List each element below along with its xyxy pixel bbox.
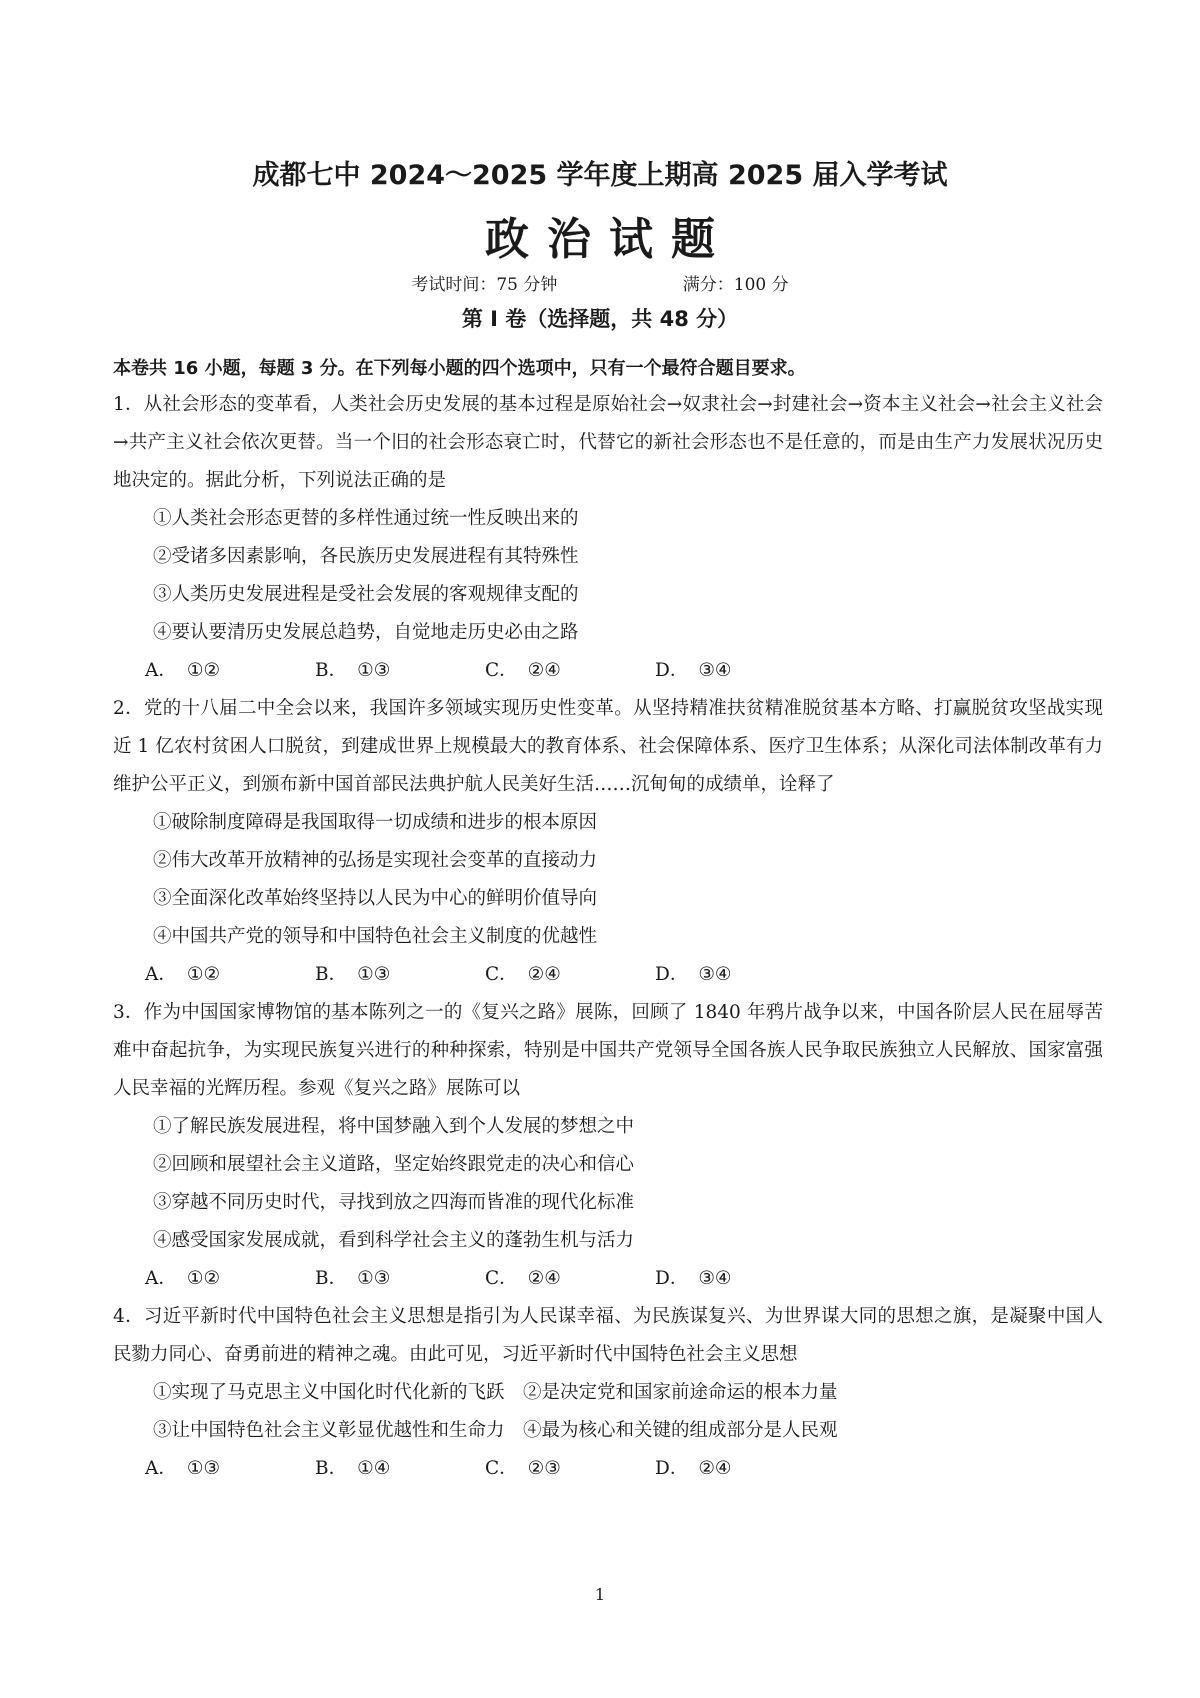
choice-letter: B． [315, 964, 348, 985]
choice-b [315, 1260, 485, 1298]
choice-c [485, 652, 655, 690]
statement-2: ②伟大改革开放精神的弘扬是实现社会变革的直接动力 [153, 850, 598, 871]
choice-text: ③④ [698, 1268, 732, 1289]
choice-text: ①④ [357, 1458, 391, 1479]
choice-d [655, 956, 825, 994]
answer-choices [113, 652, 1103, 690]
choice-c [485, 1450, 655, 1488]
choice-c [485, 1260, 655, 1298]
choice-a [145, 1450, 315, 1488]
choice-a [145, 956, 315, 994]
choice-text: ①③ [186, 1458, 221, 1479]
choice-a [145, 1260, 315, 1298]
question-stem: 2．党的十八届二中全会以来，我国许多领域实现历史性变革。从坚持精准扶贫精准脱贫基本方略、打赢脱贫攻坚战实现近 1 亿农村贫困人口脱贫，到建成世界上规模最大的教育体系、社会保障体系、医疗卫生体系；从深化司法体制改革有力维护公平正义，到颁布新中国首部民法典护航人民美好生活……沉甸甸的成绩单，诠释了 [113, 698, 1103, 795]
exam-header [0, 158, 1200, 336]
answer-choices [113, 1260, 1103, 1298]
choice-text: ③④ [698, 964, 732, 985]
choice-letter: B． [315, 660, 348, 681]
section-title: 第 I 卷（选择题，共 48 分） [461, 307, 739, 331]
statement-3: ③人类历史发展进程是受社会发展的客观规律支配的 [153, 584, 579, 605]
question-stem: 3．作为中国国家博物馆的基本陈列之一的《复兴之路》展陈，回顾了 1840 年鸦片战争以来，中国各阶层人民在屈辱苦难中奋起抗争，为实现民族复兴进行的种种探索，特别是中国共产党领导全国各族人民争取民族独立人民解放、国家富强人民幸福的光辉历程。参观《复兴之路》展陈可以 [113, 1002, 1103, 1099]
exam-title: 成都七中 2024～2025 学年度上期高 2025 届入学考试 [252, 160, 948, 191]
subject-title: 政治试题 [485, 214, 733, 265]
choice-text: ②③ [527, 1458, 561, 1479]
statement-4: ④感受国家发展成就，看到科学社会主义的蓬勃生机与活力 [153, 1230, 635, 1251]
choice-letter: B． [315, 1458, 348, 1479]
choice-b [315, 956, 485, 994]
choice-letter: A． [145, 964, 177, 985]
statement-list [113, 500, 1103, 652]
choice-d [655, 1450, 825, 1488]
choice-text: ①③ [357, 1268, 391, 1289]
page-number: 1 [594, 1585, 606, 1604]
choice-letter: A． [145, 660, 177, 681]
choice-text: ①③ [357, 964, 391, 985]
choice-letter: D． [655, 660, 689, 681]
question-4 [113, 1298, 1103, 1488]
statement-3-4: ③让中国特色社会主义彰显优越性和生命力 ④最为核心和关键的组成部分是人民观 [153, 1420, 838, 1441]
statement-4: ④要认要清历史发展总趋势，自觉地走历史必由之路 [153, 622, 579, 643]
statement-2: ②回顾和展望社会主义道路，坚定始终跟党走的决心和信心 [153, 1154, 635, 1175]
choice-letter: C． [485, 1458, 518, 1479]
statement-list [113, 1108, 1103, 1260]
choice-d [655, 652, 825, 690]
choice-text: ②④ [527, 660, 561, 681]
choice-b [315, 652, 485, 690]
choice-text: ①② [186, 1268, 221, 1289]
statement-2: ②受诸多因素影响，各民族历史发展进程有其特殊性 [153, 546, 579, 567]
question-area [113, 354, 1103, 1488]
statement-list [113, 804, 1103, 956]
choice-letter: B． [315, 1268, 348, 1289]
statement-1: ①人类社会形态更替的多样性通过统一性反映出来的 [153, 508, 579, 529]
choice-letter: D． [655, 964, 689, 985]
choice-letter: C． [485, 964, 518, 985]
question-2 [113, 690, 1103, 994]
question-1 [113, 386, 1103, 690]
exam-meta [0, 272, 1200, 298]
choice-a [145, 652, 315, 690]
choice-text: ②④ [527, 1268, 561, 1289]
choice-d [655, 1260, 825, 1298]
statement-list [113, 1374, 1103, 1450]
question-3 [113, 994, 1103, 1298]
statement-1: ①了解民族发展进程，将中国梦融入到个人发展的梦想之中 [153, 1116, 635, 1137]
choice-text: ①③ [357, 660, 391, 681]
answer-choices [113, 956, 1103, 994]
statement-1-2: ①实现了马克思主义中国化时代化新的飞跃 ②是决定党和国家前途命运的根本力量 [153, 1382, 838, 1403]
statement-3: ③穿越不同历史时代，寻找到放之四海而皆准的现代化标准 [153, 1192, 635, 1213]
statement-4: ④中国共产党的领导和中国特色社会主义制度的优越性 [153, 926, 598, 947]
section-instructions: 本卷共 16 小题，每题 3 分。在下列每小题的四个选项中，只有一个最符合题目要求。 [113, 358, 806, 379]
choice-c [485, 956, 655, 994]
question-stem: 1．从社会形态的变革看，人类社会历史发展的基本过程是原始社会→奴隶社会→封建社会→资本主义社会→社会主义社会→共产主义社会依次更替。当一个旧的社会形态衰亡时，代替它的新社会形态也不是任意的，而是由生产力发展状况历史地决定的。据此分析，下列说法正确的是 [113, 394, 1103, 491]
choice-letter: D． [655, 1458, 689, 1479]
choice-letter: A． [145, 1268, 177, 1289]
choice-letter: C． [485, 1268, 518, 1289]
choice-letter: C． [485, 660, 518, 681]
choice-text: ①② [186, 660, 221, 681]
statement-1: ①破除制度障碍是我国取得一切成绩和进步的根本原因 [153, 812, 598, 833]
choice-text: ③④ [698, 660, 732, 681]
statement-3: ③全面深化改革始终坚持以人民为中心的鲜明价值导向 [153, 888, 598, 909]
exam-time: 考试时间：75 分钟 [411, 275, 558, 295]
choice-letter: D． [655, 1268, 689, 1289]
question-stem: 4．习近平新时代中国特色社会主义思想是指引为人民谋幸福、为民族谋复兴、为世界谋大同的思想之旗，是凝聚中国人民勠力同心、奋勇前进的精神之魂。由此可见，习近平新时代中国特色社会主义思想 [113, 1306, 1103, 1365]
choice-text: ①② [186, 964, 221, 985]
answer-choices [113, 1450, 1103, 1488]
choice-text: ②④ [698, 1458, 732, 1479]
choice-text: ②④ [527, 964, 561, 985]
choice-b [315, 1450, 485, 1488]
choice-letter: A． [145, 1458, 177, 1479]
exam-full-score: 满分：100 分 [682, 275, 789, 295]
